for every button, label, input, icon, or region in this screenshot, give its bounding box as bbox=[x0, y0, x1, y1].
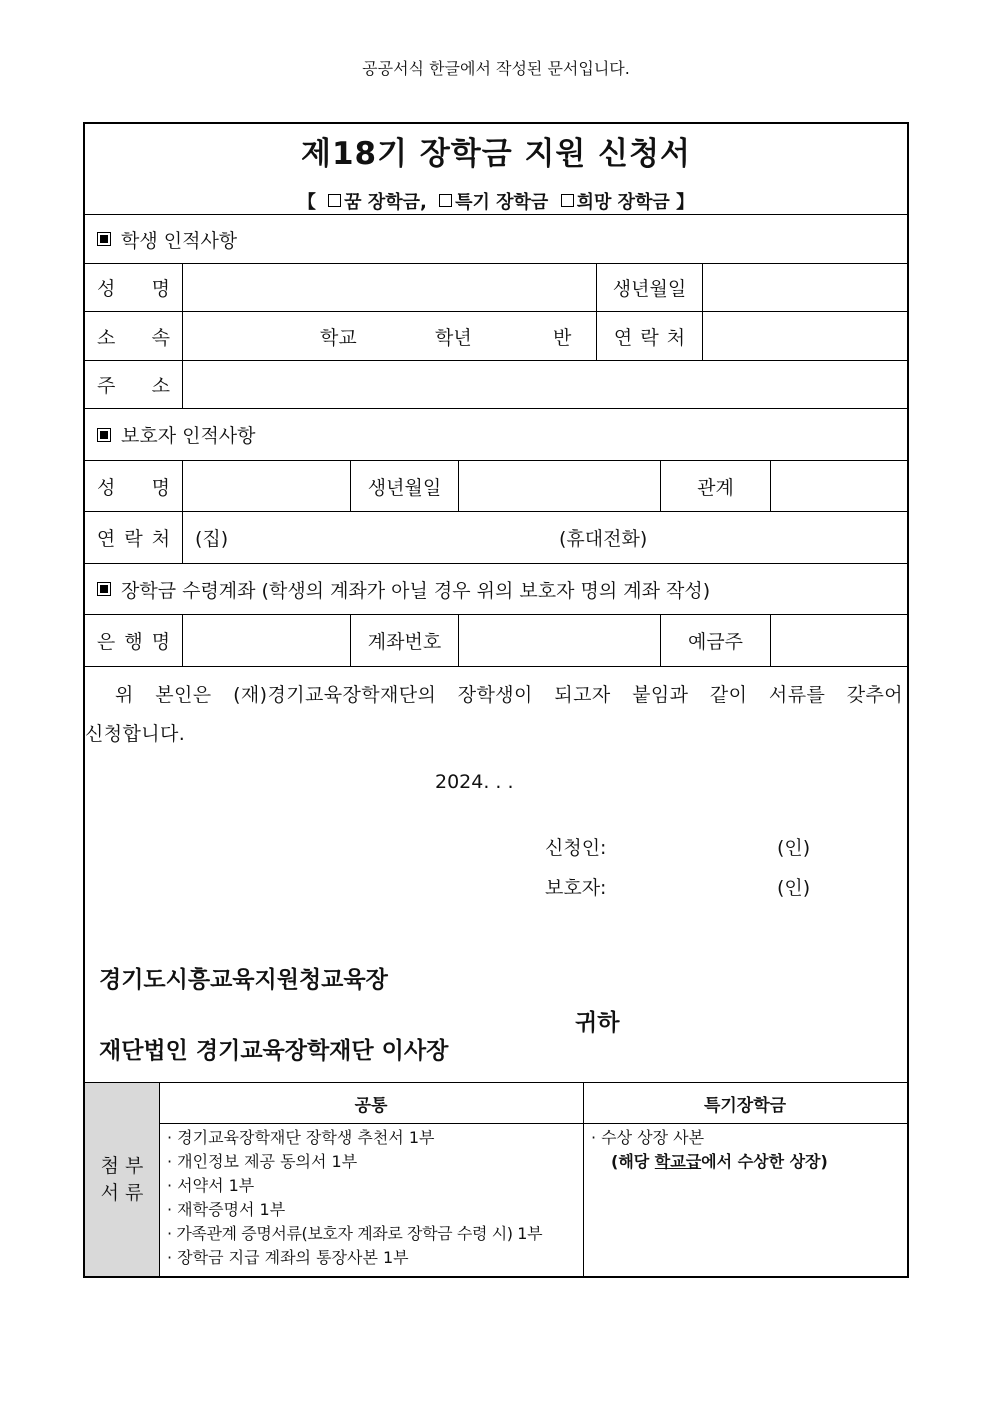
page-title: 제18기 장학금 지원 신청서 bbox=[301, 136, 691, 172]
list-item: · 재학증명서 1부 bbox=[167, 1200, 286, 1219]
list-item: · 수상 상장 사본 bbox=[591, 1128, 705, 1147]
student-affiliation-row bbox=[85, 312, 907, 361]
list-item: · 개인정보 제공 동의서 1부 bbox=[167, 1152, 358, 1171]
student-section-header bbox=[85, 215, 907, 264]
filled-square-icon bbox=[97, 232, 111, 246]
checkbox-talent[interactable] bbox=[439, 194, 452, 207]
account-section-header bbox=[85, 564, 907, 615]
application-date: 2024. . . bbox=[435, 771, 514, 793]
option-hope-label: 희망 장학금 bbox=[576, 192, 670, 213]
common-documents-list bbox=[167, 1126, 542, 1270]
guardian-sign-label: 보호자: bbox=[545, 877, 607, 899]
guardian-section-header bbox=[85, 409, 907, 461]
applicant-label: 신청인: bbox=[545, 837, 607, 859]
declaration-text: 위 본인은 (재)경기교육장학재단의 장학생이 되고자 붙임과 같이 서류를 갖추어 신청합니다. bbox=[85, 684, 903, 745]
grade-text: 학년 bbox=[435, 326, 472, 349]
guardian-name-row bbox=[85, 461, 907, 512]
student-address-row bbox=[85, 361, 907, 409]
guardian-section-title: 보호자 인적사항 bbox=[121, 425, 256, 447]
list-item: · 가족관계 증명서류(보호자 계좌로 장학금 수령 시) 1부 bbox=[167, 1224, 543, 1243]
account-row bbox=[85, 615, 907, 667]
filled-square-icon bbox=[97, 428, 111, 442]
application-form bbox=[83, 122, 909, 1278]
filled-square-icon bbox=[97, 582, 111, 596]
student-name-field[interactable] bbox=[182, 264, 596, 311]
guardian-contact-row bbox=[85, 512, 907, 564]
checkbox-hope[interactable] bbox=[561, 194, 574, 207]
account-section-title: 장학금 수령계좌 (학생의 계좌가 아닐 경우 위의 보호자 명의 계좌 작성) bbox=[121, 579, 711, 602]
account-holder-field[interactable] bbox=[770, 615, 907, 666]
common-header: 공통 bbox=[159, 1083, 583, 1124]
account-number-field[interactable] bbox=[458, 615, 660, 666]
class-text: 반 bbox=[553, 326, 572, 349]
school-text: 학교 bbox=[320, 326, 357, 349]
list-item: · 경기교육장학재단 장학생 추천서 1부 bbox=[167, 1128, 435, 1147]
special-header: 특기장학금 bbox=[583, 1083, 907, 1124]
account-holder-label: 예금주 bbox=[660, 615, 770, 666]
guardian-relation-field[interactable] bbox=[770, 461, 907, 511]
student-birth-label: 생년월일 bbox=[596, 264, 702, 311]
recipient-superintendent: 경기도시흥교육지원청교육장 bbox=[99, 967, 388, 993]
option-talent-label: 특기 장학금 bbox=[455, 192, 549, 213]
student-address-label: 주 소 bbox=[97, 375, 170, 397]
attachments-table bbox=[85, 1082, 907, 1276]
home-phone-label: (집) bbox=[195, 528, 229, 550]
guardian-birth-field[interactable] bbox=[458, 461, 660, 511]
guardian-contact-label: 연 락 처 bbox=[96, 528, 171, 550]
student-contact-field[interactable] bbox=[702, 312, 907, 360]
student-affiliation-label: 소 속 bbox=[97, 326, 170, 349]
title-block bbox=[85, 124, 907, 215]
student-name-label: 성 명 bbox=[97, 278, 170, 300]
student-affiliation-field[interactable] bbox=[182, 312, 596, 360]
student-birth-field[interactable] bbox=[702, 264, 907, 311]
guardian-relation-label: 관계 bbox=[660, 461, 770, 511]
option-dream-label: 꿈 장학금, bbox=[344, 192, 427, 213]
guardian-birth-label: 생년월일 bbox=[350, 461, 458, 511]
attachments-label: 첨 부 서 류 bbox=[85, 1083, 160, 1276]
student-name-row bbox=[85, 264, 907, 312]
recipient-foundation: 재단법인 경기교육장학재단 이사장 bbox=[99, 1038, 449, 1064]
student-section-title: 학생 인적사항 bbox=[121, 229, 238, 252]
special-note: (해당 학교급에서 수상한 상장) bbox=[611, 1152, 828, 1171]
list-item: · 서약서 1부 bbox=[167, 1176, 255, 1195]
bank-name-label: 은 행 명 bbox=[96, 631, 171, 653]
guardian-name-field[interactable] bbox=[182, 461, 350, 511]
bank-name-field[interactable] bbox=[182, 615, 350, 666]
special-documents-list bbox=[591, 1126, 828, 1174]
bracket-close: 】 bbox=[676, 192, 695, 213]
scholarship-type-selector bbox=[85, 188, 907, 214]
list-item: · 장학금 지급 계좌의 통장사본 1부 bbox=[167, 1248, 409, 1267]
account-number-label: 계좌번호 bbox=[350, 615, 458, 666]
bracket-open: 【 bbox=[297, 192, 316, 213]
guardian-seal: (인) bbox=[777, 877, 811, 899]
student-contact-label: 연 락 처 bbox=[596, 312, 702, 360]
guardian-contact-field[interactable] bbox=[182, 512, 907, 563]
guardian-name-label: 성 명 bbox=[97, 476, 170, 499]
mobile-phone-label: (휴대전화) bbox=[559, 528, 648, 550]
student-address-field[interactable] bbox=[182, 361, 907, 408]
applicant-seal: (인) bbox=[777, 837, 811, 859]
checkbox-dream[interactable] bbox=[328, 194, 341, 207]
honorific: 귀하 bbox=[575, 1010, 620, 1036]
document-notice: 공공서식 한글에서 작성된 문서입니다. bbox=[362, 59, 630, 78]
